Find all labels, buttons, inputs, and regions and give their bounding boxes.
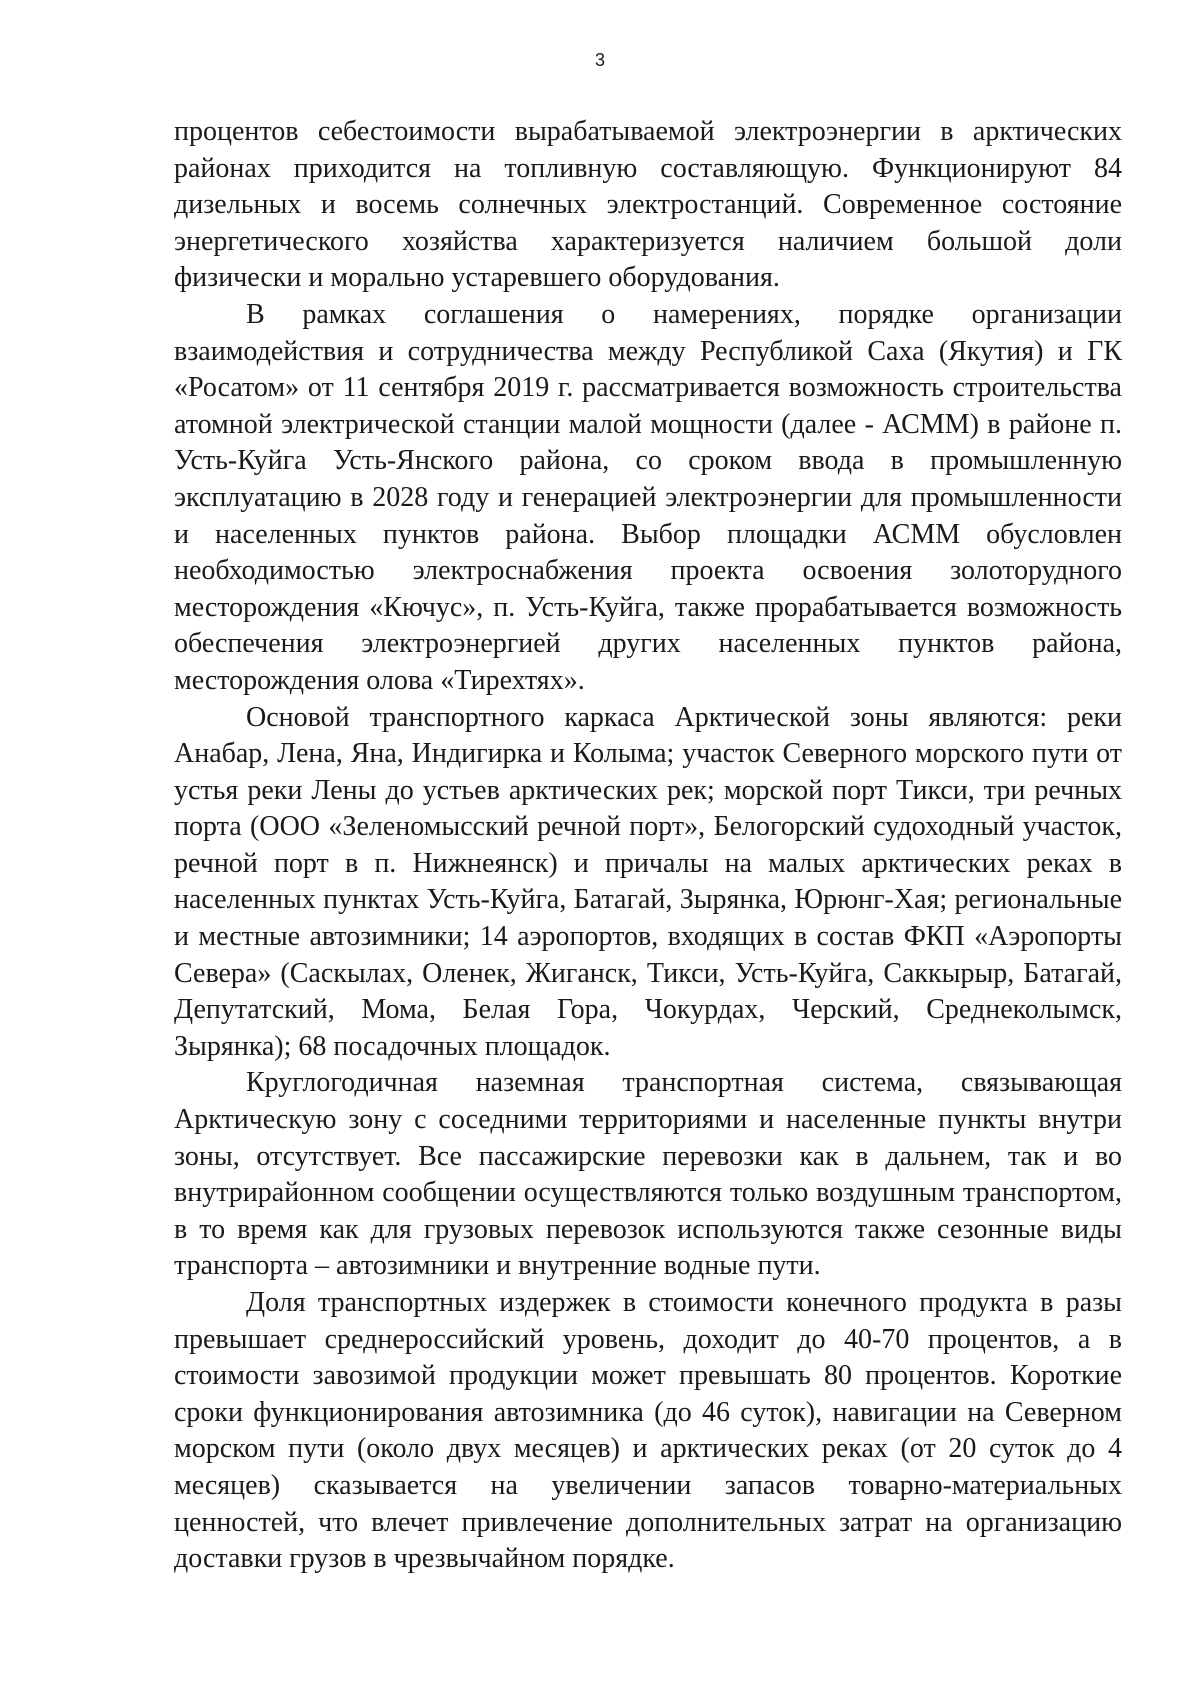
document-body [174,114,1122,1578]
paragraph-5: Доля транспортных издержек в стоимости конечного продукта в разы превышает среднероссийский уровень, доходит до 40-70 процентов, а в стоимости завозимой продукции может превышать 80 процентов. Короткие сроки функционирования автозимника (до 46 суток), навигации на Северном морском пути (около двух месяцев) и арктических реках (от 20 суток до 4 месяцев) сказывается на увеличении запасов товарно-материальных ценностей, что влечет привлечение дополнительных затрат на организацию доставки грузов в чрезвычайном порядке. [174,1287,1122,1575]
paragraph-3: Основой транспортного каркаса Арктической зоны являются: реки Анабар, Лена, Яна, Индигирка и Колыма; участок Северного морского пути от устья реки Лены до устьев арктических рек; морской порт Тикси, три речных порта (ООО «Зеленомысский речной порт», Белогорский судоходный участок, речной порт в п. Нижнеянск) и причалы на малых арктических реках в населенных пунктах Усть-Куйга, Батагай, Зырянка, Юрюнг-Хая; региональные и местные автозимники; 14 аэропортов, входящих в состав ФКП «Аэропорты Севера» (Саскылах, Оленек, Жиганск, Тикси, Усть-Куйга, Саккырыр, Батагай, Депутатский, Мома, Белая Гора, Чокурдах, Черский, Среднеколымск, Зырянка); 68 посадочных площадок. [174,701,1122,1062]
paragraph-4: Круглогодичная наземная транспортная система, связывающая Арктическую зону с соседними территориями и населенные пункты внутри зоны, отсутствует. Все пассажирские перевозки как в дальнем, так и во внутрирайонном сообщении осуществляются только воздушным транспортом, в то время как для грузовых перевозок используются также сезонные виды транспорта – автозимники и внутренние водные пути. [174,1067,1122,1282]
paragraph-1: процентов себестоимости вырабатываемой электроэнергии в арктических районах приходится на топливную составляющую. Функционируют 84 дизельных и восемь солнечных электростанций. Современное состояние энергетического хозяйства характеризуется наличием большой доли физически и морально устаревшего оборудования. [174,116,1122,294]
paragraph-2: В рамках соглашения о намерениях, порядке организации взаимодействия и сотрудничества между Республикой Саха (Якутия) и ГК «Росатом» от 11 сентября 2019 г. рассматривается возможность строительства атомной электрической станции малой мощности (далее - АСММ) в районе п. Усть-Куйга Усть-Янского района, со сроком ввода в промышленную эксплуатацию в 2028 году и генерацией электроэнергии для промышленности и населенных пунктов района. Выбор площадки АСММ обусловлен необходимостью электроснабжения проекта освоения золоторудного месторождения «Кючус», п. Усть-Куйга, также прорабатывается возможность обеспечения электроэнергией других населенных пунктов района, месторождения олова «Тирехтях». [174,298,1122,696]
page-number: 3 [594,50,605,70]
